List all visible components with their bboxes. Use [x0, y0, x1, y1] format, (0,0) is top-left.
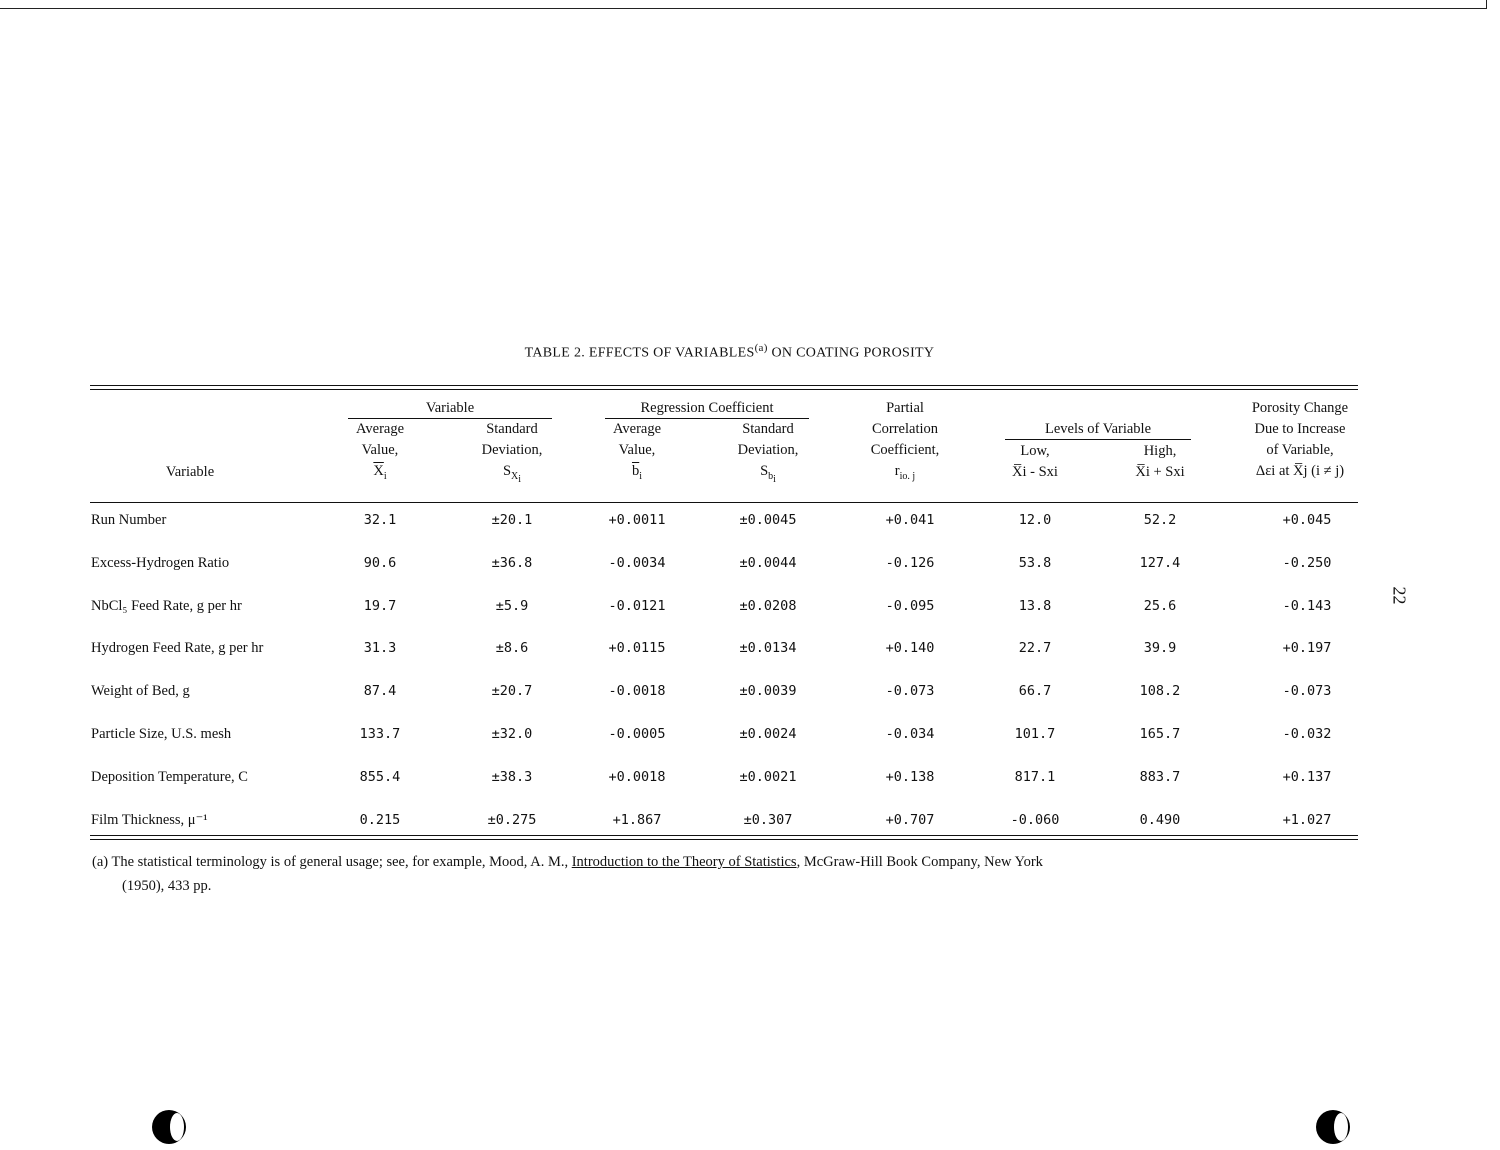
header-avg-value-sub: i [383, 471, 387, 482]
header-partial-r: r [894, 463, 900, 479]
cell-sb: ±0.0024 [739, 726, 797, 742]
cell-high: 127.4 [1139, 554, 1181, 571]
cell-low: 66.7 [1018, 683, 1052, 700]
header-std-dev-sub2: i [518, 474, 522, 485]
cell-r: -0.095 [885, 597, 935, 614]
header-reg-avg-b: $\overline{b}$ [631, 463, 640, 479]
cell-b: -0.0005 [608, 726, 666, 742]
header-reg-std [718, 419, 818, 490]
cell-high: 52.2 [1143, 512, 1177, 528]
cell-change: -0.143 [1282, 597, 1332, 614]
header-partial-sub: io. j [899, 471, 916, 482]
cell-sb: ±0.0044 [739, 554, 797, 571]
cell-high: 0.490 [1139, 811, 1181, 828]
cell-b: -0.0121 [608, 597, 666, 614]
cell-low: 13.8 [1018, 597, 1052, 614]
cell-sd: ±8.6 [495, 640, 529, 657]
cell-r: +0.140 [885, 640, 935, 657]
header-porosity-line1: Porosity Change [1251, 400, 1349, 416]
footnote-book-title: Introduction to the Theory of Statistics [571, 854, 797, 870]
header-high [1115, 441, 1205, 483]
header-reg-avg-sub: i [639, 471, 643, 482]
header-partial-symbol [850, 461, 960, 487]
header-partial-line1: Partial [886, 400, 924, 416]
group-header-variable: Variable [425, 400, 475, 416]
cell-change: -0.032 [1282, 726, 1332, 742]
page-number: 22 [1389, 586, 1410, 605]
cell-change: +0.045 [1282, 512, 1332, 528]
cell-avg: 87.4 [363, 683, 397, 700]
cell-name: Excess-Hydrogen Ratio [91, 554, 230, 571]
header-reg-std-line2: Deviation, [737, 442, 799, 458]
cell-name: Run Number [91, 512, 167, 528]
cell-r: -0.126 [885, 554, 935, 571]
cell-name: Weight of Bed, g [91, 683, 190, 700]
cell-sb: ±0.0021 [739, 768, 797, 785]
cell-sb: ±0.307 [743, 811, 793, 828]
cell-b: +0.0011 [608, 512, 666, 528]
header-avg-value-symbol [335, 461, 425, 487]
header-std-dev-line1: Standard [486, 421, 538, 437]
cell-b: +1.867 [612, 811, 662, 828]
header-porosity-line2: Due to Increase [1254, 421, 1346, 437]
cell-high: 108.2 [1139, 683, 1181, 700]
header-porosity-formula: Δεi at X̅j (i ≠ j) [1255, 463, 1345, 479]
header-reg-avg-line2: Value, [618, 442, 656, 458]
header-std-dev-sub: X [511, 471, 519, 482]
header-porosity [1232, 398, 1368, 482]
cell-low: 53.8 [1018, 554, 1052, 571]
cell-avg: 90.6 [363, 554, 397, 571]
header-std-dev-line2: Deviation, [481, 442, 543, 458]
header-low-label: Low, [1020, 443, 1050, 459]
footnote-line1 [92, 850, 1322, 874]
cell-r: -0.073 [885, 683, 935, 700]
header-reg-std-sub2: i [773, 474, 776, 485]
header-std-dev [462, 419, 562, 490]
punch-hole-right [1316, 1110, 1350, 1144]
cell-sb: ±0.0039 [739, 683, 797, 700]
cell-change: -0.250 [1282, 554, 1332, 571]
cell-name: Deposition Temperature, C [91, 768, 248, 785]
table-top-rule-2 [90, 389, 1358, 390]
group-header-regression: Regression Coefficient [640, 400, 774, 416]
table-bottom-rule [90, 835, 1358, 836]
cell-change: +0.197 [1282, 640, 1332, 657]
cell-sd: ±32.0 [491, 726, 533, 742]
cell-change: +1.027 [1282, 811, 1332, 828]
header-high-formula: X̅i + Sxi [1135, 464, 1185, 480]
cell-low: 22.7 [1018, 640, 1052, 657]
cell-b: +0.0115 [608, 640, 666, 657]
cell-sd: ±20.1 [491, 512, 533, 528]
header-reg-std-line1: Standard [742, 421, 794, 437]
footnote-suffix: , McGraw-Hill Book Company, New York [796, 854, 1043, 870]
cell-b: +0.0018 [608, 768, 666, 785]
cell-name: Film Thickness, μ⁻¹ [91, 811, 208, 828]
header-low [995, 441, 1075, 483]
header-reg-std-s: S [760, 463, 769, 479]
punch-hole-left [152, 1110, 186, 1144]
cell-high: 39.9 [1143, 640, 1177, 657]
cell-sd: ±20.7 [491, 683, 533, 700]
cell-low: 817.1 [1014, 768, 1056, 785]
table-bottom-rule-2 [90, 839, 1358, 840]
cell-r: +0.138 [885, 768, 935, 785]
cell-sd: ±0.275 [487, 811, 537, 828]
footnote-line2: (1950), 433 pp. [122, 878, 212, 894]
header-partial-line3: Coefficient, [870, 442, 940, 458]
header-std-dev-symbol [462, 461, 562, 490]
cell-avg: 31.3 [363, 640, 397, 657]
header-high-label: High, [1143, 443, 1177, 459]
header-avg-value-x: $\overline{X}$ [373, 463, 384, 479]
cell-b: -0.0034 [608, 554, 666, 571]
header-reg-std-sub: b [768, 471, 774, 482]
top-border-line [0, 8, 1487, 9]
cell-high: 165.7 [1139, 726, 1181, 742]
header-reg-avg-line1: Average [612, 421, 662, 437]
cell-name: Particle Size, U.S. mesh [91, 726, 232, 742]
header-avg-value [335, 419, 425, 487]
cell-r: +0.041 [885, 512, 935, 528]
cell-low: -0.060 [1010, 811, 1060, 828]
group-underline-levels [1005, 439, 1191, 440]
cell-sd: ±36.8 [491, 554, 533, 571]
cell-sb: ±0.0045 [739, 512, 797, 528]
table-title-text-end: ON COATING POROSITY [767, 345, 935, 361]
header-partial-line2: Correlation [871, 421, 939, 437]
header-bottom-rule [90, 502, 1358, 503]
cell-avg: 133.7 [359, 726, 401, 742]
header-avg-value-line2: Value, [361, 442, 399, 458]
header-partial [850, 398, 960, 487]
cell-sb: ±0.0208 [739, 597, 797, 614]
cell-change: -0.073 [1282, 683, 1332, 700]
header-reg-avg [592, 419, 682, 487]
cell-b: -0.0018 [608, 683, 666, 700]
top-border-tick [1486, 0, 1487, 9]
cell-high: 883.7 [1139, 768, 1181, 785]
group-header-levels: Levels of Variable [1044, 421, 1152, 437]
cell-sb: ±0.0134 [739, 640, 797, 657]
cell-low: 101.7 [1014, 726, 1056, 742]
header-reg-std-symbol [718, 461, 818, 490]
header-porosity-line3: of Variable, [1266, 442, 1334, 458]
title-footnote-mark: (a) [754, 342, 768, 354]
cell-sd: ±38.3 [491, 768, 533, 785]
footnote-prefix: (a) The statistical terminology is of general usage; see, for example, Mood, A. M., [92, 854, 572, 870]
cell-avg: 32.1 [363, 512, 397, 528]
cell-r: -0.034 [885, 726, 935, 742]
cell-avg: 855.4 [359, 768, 401, 785]
cell-name: NbCl₅ Feed Rate, g per hr [91, 597, 242, 614]
cell-avg: 0.215 [359, 811, 401, 828]
header-low-formula: X̅i - Sxi [1012, 464, 1058, 480]
cell-change: +0.137 [1282, 768, 1332, 785]
header-avg-value-line1: Average [355, 421, 405, 437]
table-title [0, 342, 1459, 362]
footnote [92, 850, 1322, 898]
cell-high: 25.6 [1143, 597, 1177, 614]
cell-name: Hydrogen Feed Rate, g per hr [91, 640, 264, 657]
cell-r: +0.707 [885, 811, 935, 828]
table-title-text: TABLE 2. EFFECTS OF VARIABLES [524, 345, 755, 361]
cell-sd: ±5.9 [495, 597, 529, 614]
header-reg-avg-symbol [592, 461, 682, 487]
cell-low: 12.0 [1018, 512, 1052, 528]
cell-avg: 19.7 [363, 597, 397, 614]
header-variable: Variable [165, 464, 215, 480]
header-std-dev-s: S [502, 463, 512, 479]
table-top-rule [90, 385, 1358, 386]
